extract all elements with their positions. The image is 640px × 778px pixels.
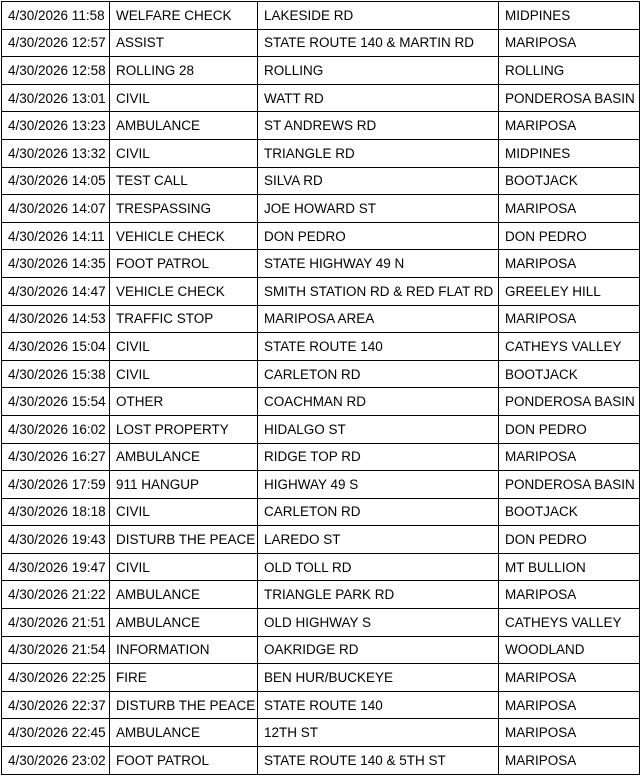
cell-area: MARIPOSA	[499, 305, 640, 333]
table-row	[2, 526, 640, 554]
table-row	[2, 305, 640, 333]
cell-datetime: 4/30/2026 13:23	[2, 112, 110, 140]
table-row	[2, 553, 640, 581]
cell-location: LAREDO ST	[258, 526, 499, 554]
cell-location: STATE ROUTE 140 & 5TH ST	[258, 747, 499, 775]
cell-datetime: 4/30/2026 12:58	[2, 57, 110, 85]
cell-datetime: 4/30/2026 15:54	[2, 388, 110, 416]
cell-area: PONDEROSA BASIN	[499, 471, 640, 499]
cell-datetime: 4/30/2026 14:53	[2, 305, 110, 333]
cell-datetime: 4/30/2026 23:02	[2, 747, 110, 775]
cell-location: OLD HIGHWAY S	[258, 609, 499, 637]
table-row	[2, 29, 640, 57]
cell-call-type: CIVIL	[110, 498, 258, 526]
cell-call-type: CIVIL	[110, 333, 258, 361]
table-row	[2, 277, 640, 305]
cell-area: MARIPOSA	[499, 195, 640, 223]
cell-area: MARIPOSA	[499, 719, 640, 747]
table-row	[2, 691, 640, 719]
cell-call-type: ASSIST	[110, 29, 258, 57]
cell-location: STATE HIGHWAY 49 N	[258, 250, 499, 278]
cell-call-type: LOST PROPERTY	[110, 415, 258, 443]
cell-datetime: 4/30/2026 16:02	[2, 415, 110, 443]
cell-location: OAKRIDGE RD	[258, 636, 499, 664]
cell-call-type: AMBULANCE	[110, 719, 258, 747]
cell-location: SILVA RD	[258, 167, 499, 195]
cell-area: CATHEYS VALLEY	[499, 609, 640, 637]
cell-call-type: WELFARE CHECK	[110, 2, 258, 30]
table-row	[2, 2, 640, 30]
cell-location: 12TH ST	[258, 719, 499, 747]
cell-call-type: CIVIL	[110, 360, 258, 388]
cell-call-type: CIVIL	[110, 553, 258, 581]
table-row	[2, 360, 640, 388]
cell-datetime: 4/30/2026 14:05	[2, 167, 110, 195]
cell-location: CARLETON RD	[258, 360, 499, 388]
cell-datetime: 4/30/2026 13:01	[2, 84, 110, 112]
cell-datetime: 4/30/2026 14:11	[2, 222, 110, 250]
cell-datetime: 4/30/2026 15:38	[2, 360, 110, 388]
table-row	[2, 719, 640, 747]
cell-datetime: 4/30/2026 22:45	[2, 719, 110, 747]
cell-area: BOOTJACK	[499, 498, 640, 526]
cell-call-type: FOOT PATROL	[110, 250, 258, 278]
table-row	[2, 250, 640, 278]
cell-location: SMITH STATION RD & RED FLAT RD	[258, 277, 499, 305]
cell-area: MARIPOSA	[499, 112, 640, 140]
cell-datetime: 4/30/2026 14:35	[2, 250, 110, 278]
cell-location: MARIPOSA AREA	[258, 305, 499, 333]
cell-area: DON PEDRO	[499, 415, 640, 443]
cell-call-type: AMBULANCE	[110, 609, 258, 637]
cell-datetime: 4/30/2026 22:25	[2, 664, 110, 692]
cell-area: BOOTJACK	[499, 167, 640, 195]
table-row	[2, 498, 640, 526]
cell-area: MARIPOSA	[499, 747, 640, 775]
cell-area: MARIPOSA	[499, 443, 640, 471]
cell-area: PONDEROSA BASIN	[499, 388, 640, 416]
table-row	[2, 581, 640, 609]
table-row	[2, 609, 640, 637]
cell-area: CATHEYS VALLEY	[499, 333, 640, 361]
cell-datetime: 4/30/2026 11:58	[2, 2, 110, 30]
cell-call-type: ROLLING 28	[110, 57, 258, 85]
cell-location: BEN HUR/BUCKEYE	[258, 664, 499, 692]
cell-area: MARIPOSA	[499, 691, 640, 719]
table-row	[2, 84, 640, 112]
table-row	[2, 443, 640, 471]
table-row	[2, 636, 640, 664]
cell-datetime: 4/30/2026 15:04	[2, 333, 110, 361]
cell-datetime: 4/30/2026 18:18	[2, 498, 110, 526]
cell-call-type: DISTURB THE PEACE	[110, 691, 258, 719]
cell-location: ROLLING	[258, 57, 499, 85]
table-row	[2, 57, 640, 85]
cell-datetime: 4/30/2026 22:37	[2, 691, 110, 719]
cell-area: MIDPINES	[499, 2, 640, 30]
cell-area: MARIPOSA	[499, 29, 640, 57]
cell-location: RIDGE TOP RD	[258, 443, 499, 471]
cell-area: MIDPINES	[499, 139, 640, 167]
cell-call-type: OTHER	[110, 388, 258, 416]
cell-call-type: VEHICLE CHECK	[110, 222, 258, 250]
cell-location: HIGHWAY 49 S	[258, 471, 499, 499]
cell-call-type: CIVIL	[110, 139, 258, 167]
table-row	[2, 471, 640, 499]
cell-location: LAKESIDE RD	[258, 2, 499, 30]
cell-location: TRIANGLE PARK RD	[258, 581, 499, 609]
table-row	[2, 415, 640, 443]
cell-location: COACHMAN RD	[258, 388, 499, 416]
cell-area: PONDEROSA BASIN	[499, 84, 640, 112]
cell-call-type: AMBULANCE	[110, 581, 258, 609]
cell-call-type: TRESPASSING	[110, 195, 258, 223]
cell-datetime: 4/30/2026 21:54	[2, 636, 110, 664]
cell-area: MT BULLION	[499, 553, 640, 581]
cell-area: GREELEY HILL	[499, 277, 640, 305]
table-row	[2, 333, 640, 361]
cell-location: STATE ROUTE 140	[258, 333, 499, 361]
table-row	[2, 195, 640, 223]
cell-area: BOOTJACK	[499, 360, 640, 388]
cell-datetime: 4/30/2026 21:51	[2, 609, 110, 637]
table-row	[2, 139, 640, 167]
cell-area: MARIPOSA	[499, 250, 640, 278]
call-log-table	[1, 1, 640, 775]
cell-datetime: 4/30/2026 13:32	[2, 139, 110, 167]
cell-datetime: 4/30/2026 14:47	[2, 277, 110, 305]
cell-location: OLD TOLL RD	[258, 553, 499, 581]
cell-area: DON PEDRO	[499, 526, 640, 554]
cell-call-type: TEST CALL	[110, 167, 258, 195]
cell-datetime: 4/30/2026 17:59	[2, 471, 110, 499]
cell-area: MARIPOSA	[499, 581, 640, 609]
cell-location: DON PEDRO	[258, 222, 499, 250]
cell-location: ST ANDREWS RD	[258, 112, 499, 140]
cell-area: WOODLAND	[499, 636, 640, 664]
cell-call-type: CIVIL	[110, 84, 258, 112]
cell-area: MARIPOSA	[499, 664, 640, 692]
cell-datetime: 4/30/2026 14:07	[2, 195, 110, 223]
cell-call-type: AMBULANCE	[110, 443, 258, 471]
cell-area: DON PEDRO	[499, 222, 640, 250]
table-row	[2, 747, 640, 775]
cell-location: CARLETON RD	[258, 498, 499, 526]
cell-call-type: FOOT PATROL	[110, 747, 258, 775]
cell-call-type: DISTURB THE PEACE	[110, 526, 258, 554]
cell-location: JOE HOWARD ST	[258, 195, 499, 223]
cell-location: STATE ROUTE 140 & MARTIN RD	[258, 29, 499, 57]
table-row	[2, 664, 640, 692]
cell-area: ROLLING	[499, 57, 640, 85]
cell-location: STATE ROUTE 140	[258, 691, 499, 719]
cell-datetime: 4/30/2026 21:22	[2, 581, 110, 609]
cell-location: TRIANGLE RD	[258, 139, 499, 167]
cell-datetime: 4/30/2026 16:27	[2, 443, 110, 471]
call-log-body	[2, 2, 640, 775]
cell-call-type: TRAFFIC STOP	[110, 305, 258, 333]
table-row	[2, 112, 640, 140]
cell-call-type: FIRE	[110, 664, 258, 692]
cell-datetime: 4/30/2026 19:47	[2, 553, 110, 581]
table-row	[2, 167, 640, 195]
table-row	[2, 222, 640, 250]
table-row	[2, 388, 640, 416]
cell-call-type: AMBULANCE	[110, 112, 258, 140]
cell-call-type: INFORMATION	[110, 636, 258, 664]
cell-location: WATT RD	[258, 84, 499, 112]
cell-datetime: 4/30/2026 19:43	[2, 526, 110, 554]
cell-call-type: VEHICLE CHECK	[110, 277, 258, 305]
cell-datetime: 4/30/2026 12:57	[2, 29, 110, 57]
cell-location: HIDALGO ST	[258, 415, 499, 443]
cell-call-type: 911 HANGUP	[110, 471, 258, 499]
